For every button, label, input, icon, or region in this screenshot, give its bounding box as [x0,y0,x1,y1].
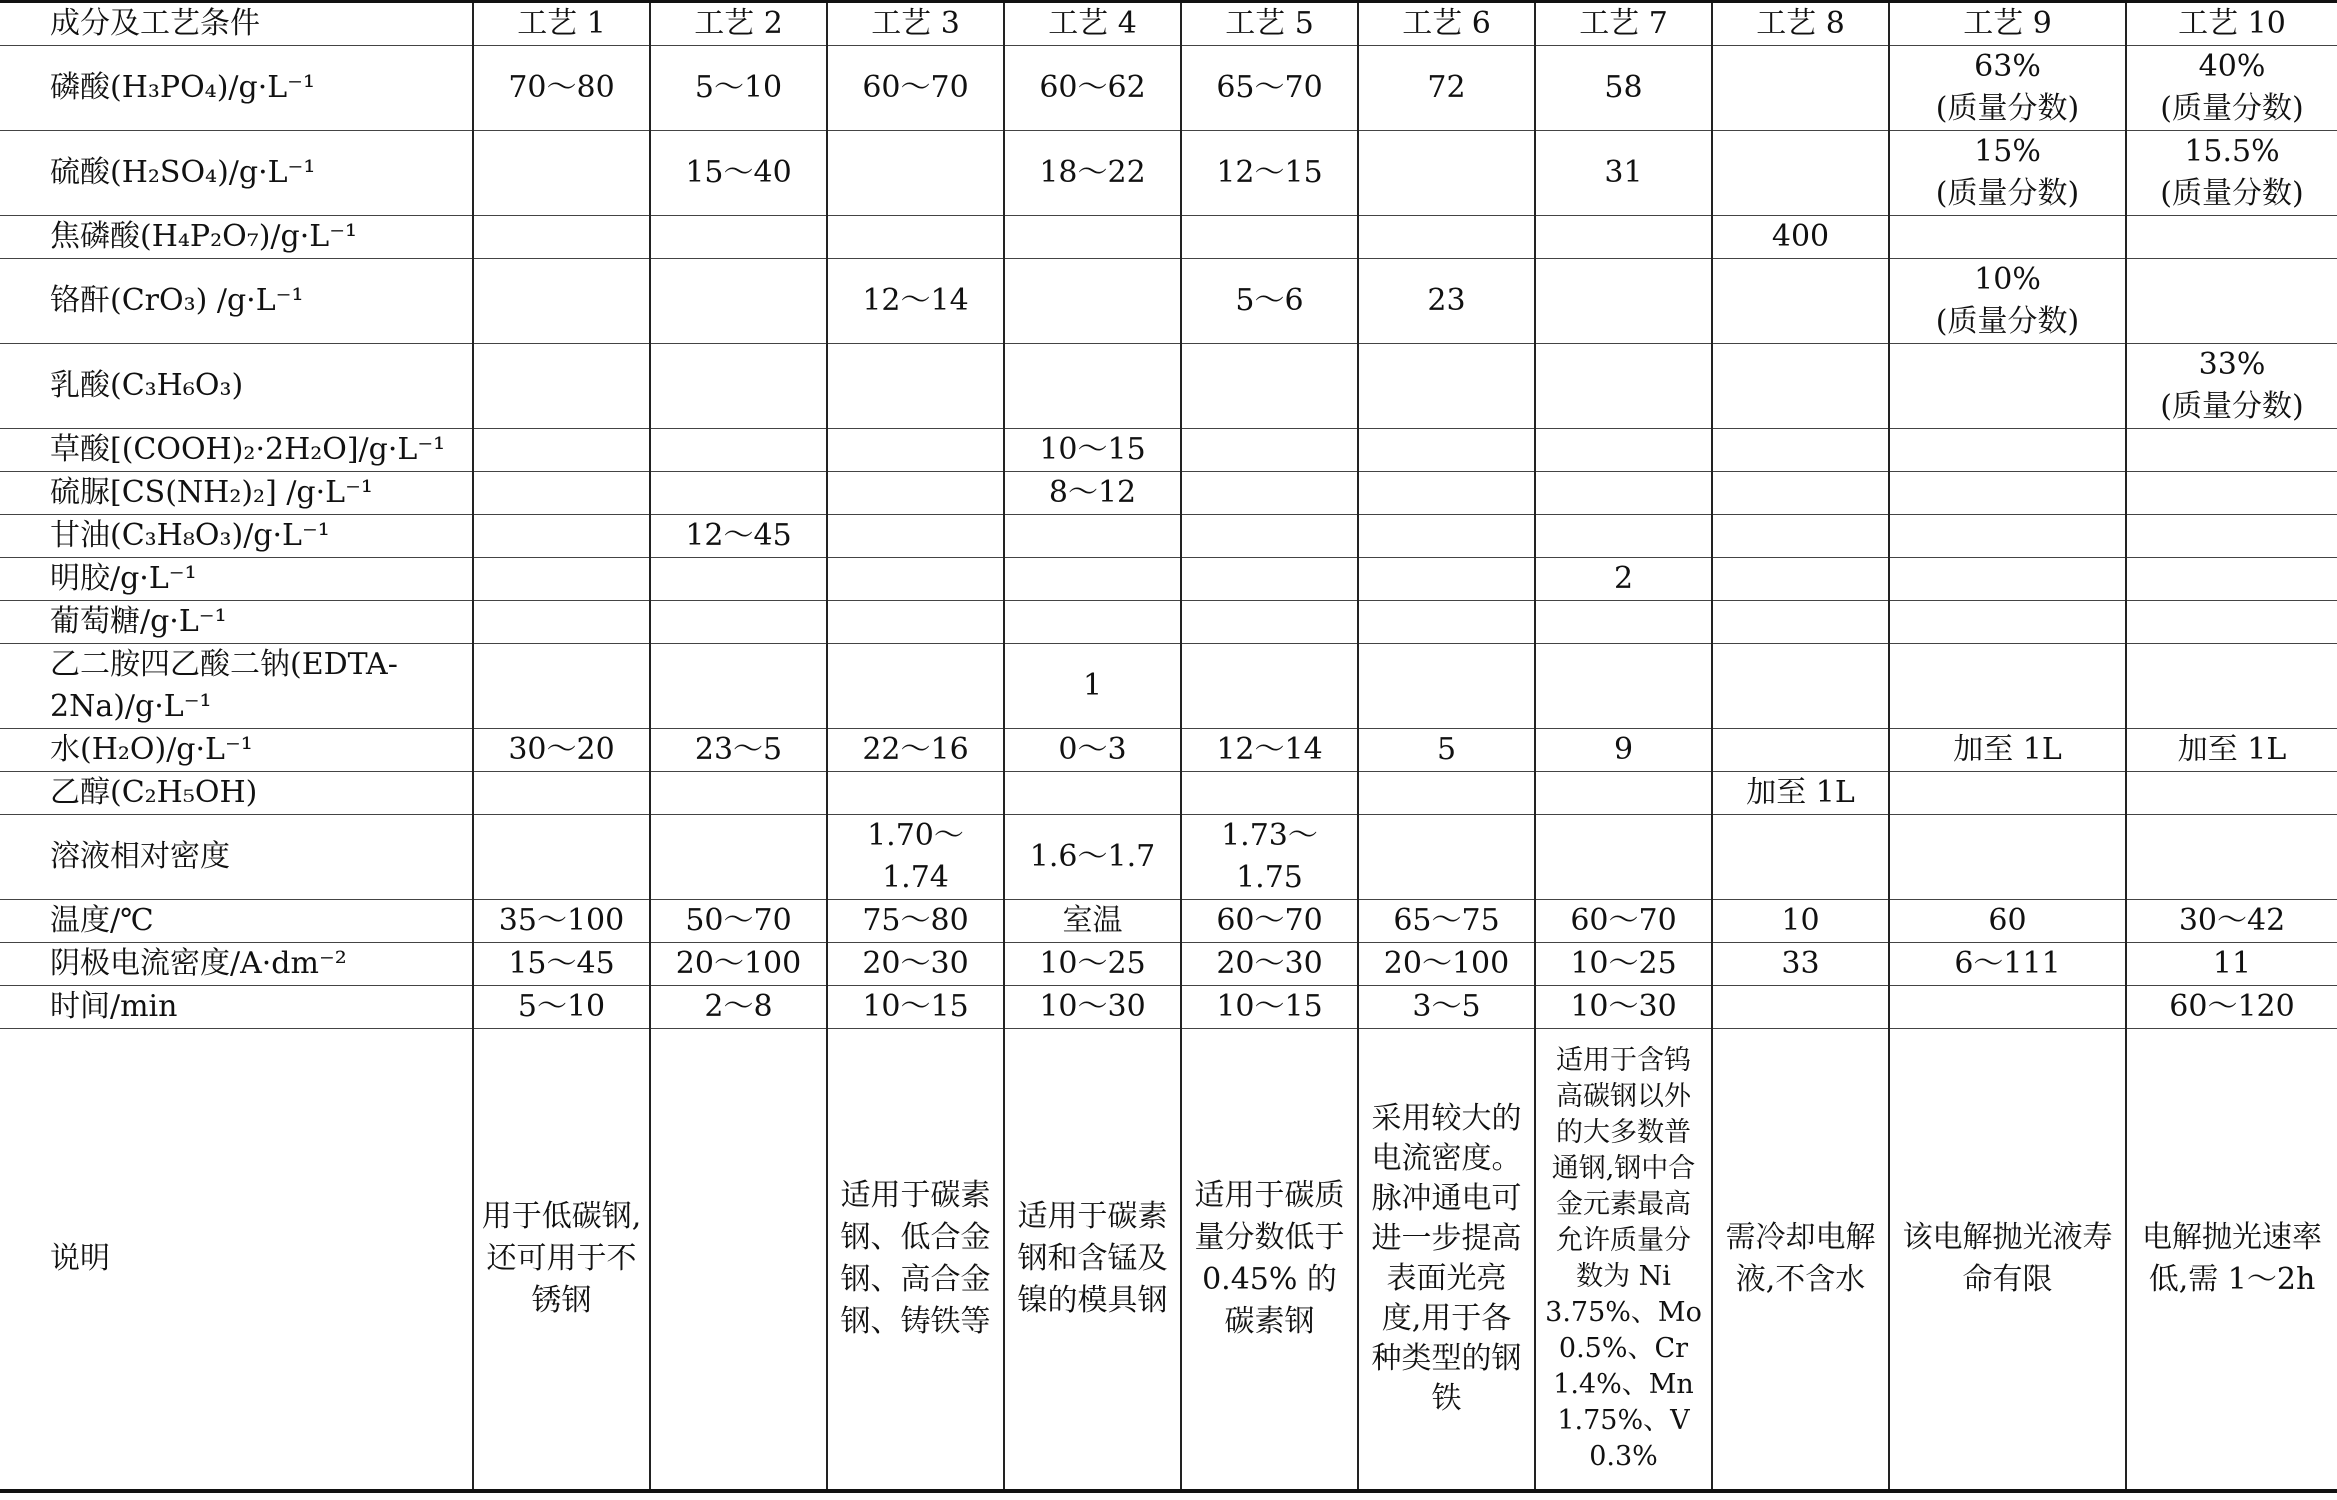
table-cell: 6～111 [1889,943,2126,986]
notes-row [0,1029,2337,1491]
table-cell [473,344,650,429]
table-cell: 12～14 [1181,729,1358,772]
table-cell: 10～25 [1535,943,1712,986]
table-cell [473,601,650,644]
table-cell [650,644,827,729]
table-cell: 0～3 [1004,729,1181,772]
note-cell: 适用于碳素钢和含锰及镍的模具钢 [1004,1029,1181,1491]
table-cell [1181,472,1358,515]
table-cell [650,772,827,815]
table-cell [827,644,1004,729]
table-cell: 33% (质量分数) [2126,344,2337,429]
table-cell [1004,558,1181,601]
table-row [0,515,2337,558]
notes-label: 说明 [0,1029,473,1491]
header-col: 工艺 3 [827,2,1004,46]
table-cell: 60～62 [1004,46,1181,131]
table-cell: 72 [1358,46,1535,131]
table-cell: 15～40 [650,131,827,216]
table-cell [1181,558,1358,601]
table-cell: 60～70 [827,46,1004,131]
table-cell: 10 [1712,900,1889,943]
table-cell [2126,515,2337,558]
table-cell [1358,644,1535,729]
table-cell [1358,601,1535,644]
table-cell [1181,344,1358,429]
table-cell: 1.73～1.75 [1181,815,1358,900]
note-cell: 电解抛光速率低,需 1～2h [2126,1029,2337,1491]
table-cell: 12～45 [650,515,827,558]
table-cell [827,344,1004,429]
table-cell: 23 [1358,259,1535,344]
table-cell [827,558,1004,601]
table-cell [827,131,1004,216]
table-cell [2126,815,2337,900]
table-cell [1358,429,1535,472]
table-cell [827,429,1004,472]
table-cell: 15.5% (质量分数) [2126,131,2337,216]
table-cell [1712,601,1889,644]
table-cell [1535,515,1712,558]
table-cell [1358,131,1535,216]
table-cell: 加至 1L [1889,729,2126,772]
table-cell: 5～6 [1181,259,1358,344]
table-cell [1535,472,1712,515]
table-cell [1358,344,1535,429]
table-cell: 58 [1535,46,1712,131]
table-cell: 5～10 [473,986,650,1029]
note-cell: 适用于碳质量分数低于 0.45% 的碳素钢 [1181,1029,1358,1491]
table-row [0,815,2337,900]
table-cell: 1 [1004,644,1181,729]
table-cell [827,216,1004,259]
table-cell: 15～45 [473,943,650,986]
table-row [0,943,2337,986]
row-label: 乳酸(C₃H₆O₃) [0,344,473,429]
row-label: 阴极电流密度/A·dm⁻² [0,943,473,986]
table-cell [473,515,650,558]
table-cell [1889,216,2126,259]
table-cell [1004,259,1181,344]
table-cell: 18～22 [1004,131,1181,216]
table-cell: 50～70 [650,900,827,943]
row-label: 草酸[(COOH)₂·2H₂O]/g·L⁻¹ [0,429,473,472]
table-cell [2126,259,2337,344]
table-cell [650,429,827,472]
table-cell [473,131,650,216]
table-cell [2126,601,2337,644]
table-cell [1535,772,1712,815]
table-cell [1181,601,1358,644]
table-cell: 75～80 [827,900,1004,943]
table-cell: 12～14 [827,259,1004,344]
row-label: 乙醇(C₂H₅OH) [0,772,473,815]
table-cell [1889,986,2126,1029]
table-cell: 65～70 [1181,46,1358,131]
table-cell [1535,259,1712,344]
table-cell: 20～30 [1181,943,1358,986]
table-cell: 5 [1358,729,1535,772]
table-row [0,772,2337,815]
table-cell: 400 [1712,216,1889,259]
row-label: 甘油(C₃H₈O₃)/g·L⁻¹ [0,515,473,558]
table-cell [2126,558,2337,601]
note-cell [650,1029,827,1491]
table-cell [1358,815,1535,900]
table-cell [1889,815,2126,900]
table-cell [1889,558,2126,601]
table-row [0,472,2337,515]
row-label: 乙二胺四乙酸二钠(EDTA- 2Na)/g·L⁻¹ [0,644,473,729]
table-cell [2126,772,2337,815]
table-cell [1889,644,2126,729]
table-cell [1358,515,1535,558]
table-row [0,216,2337,259]
table-cell: 10～15 [1181,986,1358,1029]
row-label: 溶液相对密度 [0,815,473,900]
table-cell: 60～70 [1181,900,1358,943]
table-cell [1181,429,1358,472]
note-cell: 需冷却电解液,不含水 [1712,1029,1889,1491]
table-cell [1712,472,1889,515]
table-cell [1712,729,1889,772]
table-cell [1181,515,1358,558]
table-row [0,46,2337,131]
table-cell: 室温 [1004,900,1181,943]
row-label: 磷酸(H₃PO₄)/g·L⁻¹ [0,46,473,131]
table-cell: 30～42 [2126,900,2337,943]
table-cell [1004,772,1181,815]
note-cell: 该电解抛光液寿命有限 [1889,1029,2126,1491]
table-cell [473,815,650,900]
table-cell [1358,558,1535,601]
table-cell [473,472,650,515]
table-cell [2126,216,2337,259]
table-cell [1889,344,2126,429]
table-cell: 9 [1535,729,1712,772]
row-label: 明胶/g·L⁻¹ [0,558,473,601]
table-cell: 65～75 [1358,900,1535,943]
table-cell: 1.70～1.74 [827,815,1004,900]
header-row [0,2,2337,46]
table-cell [1004,515,1181,558]
note-cell: 适用于含钨高碳钢以外的大多数普通钢,钢中合金元素最高允许质量分数为 Ni 3.75%、Mo 0.5%、Cr 1.4%、Mn 1.75%、V 0.3% [1535,1029,1712,1491]
table-cell [1889,772,2126,815]
table-row [0,900,2337,943]
table-row [0,131,2337,216]
table-cell: 23～5 [650,729,827,772]
table-cell [1889,429,2126,472]
table-row [0,429,2337,472]
table-cell [650,344,827,429]
table-cell [650,558,827,601]
row-label: 硫酸(H₂SO₄)/g·L⁻¹ [0,131,473,216]
table-cell: 15% (质量分数) [1889,131,2126,216]
table-cell: 10～30 [1004,986,1181,1029]
note-cell: 适用于碳素钢、低合金钢、高合金钢、铸铁等 [827,1029,1004,1491]
table-cell [473,644,650,729]
table-cell [827,601,1004,644]
header-col: 工艺 1 [473,2,650,46]
table-cell [827,515,1004,558]
table-cell: 30～20 [473,729,650,772]
note-cell: 采用较大的电流密度。脉冲通电可进一步提高表面光亮度,用于各种类型的钢铁 [1358,1029,1535,1491]
table-cell [1358,472,1535,515]
table-cell [650,259,827,344]
table-cell [1712,644,1889,729]
header-col: 工艺 6 [1358,2,1535,46]
table-row [0,601,2337,644]
table-cell [473,216,650,259]
table-cell [1358,216,1535,259]
table-cell [1004,216,1181,259]
table-cell: 10～15 [827,986,1004,1029]
table-row [0,344,2337,429]
note-cell: 用于低碳钢,还可用于不锈钢 [473,1029,650,1491]
table-row [0,558,2337,601]
table-cell: 35～100 [473,900,650,943]
table-cell: 20～100 [650,943,827,986]
header-col: 工艺 5 [1181,2,1358,46]
table-cell [1712,815,1889,900]
table-cell [1712,515,1889,558]
table-cell [2126,429,2337,472]
table-cell [1712,986,1889,1029]
table-cell [827,472,1004,515]
table-cell: 2～8 [650,986,827,1029]
table-cell: 加至 1L [2126,729,2337,772]
header-col: 工艺 9 [1889,2,2126,46]
table-cell [1358,772,1535,815]
table-cell: 10～30 [1535,986,1712,1029]
table-cell [1712,344,1889,429]
table-cell: 63% (质量分数) [1889,46,2126,131]
table-cell [650,216,827,259]
table-cell: 10～15 [1004,429,1181,472]
table-cell: 60～120 [2126,986,2337,1029]
row-label: 焦磷酸(H₄P₂O₇)/g·L⁻¹ [0,216,473,259]
table-cell: 加至 1L [1712,772,1889,815]
table-body [0,46,2337,1491]
table-cell: 60～70 [1535,900,1712,943]
table-cell [650,472,827,515]
table-cell: 8～12 [1004,472,1181,515]
table-cell [1004,344,1181,429]
row-label: 铬酐(CrO₃) /g·L⁻¹ [0,259,473,344]
table-cell: 2 [1535,558,1712,601]
table-cell [2126,644,2337,729]
table-cell: 10～25 [1004,943,1181,986]
table-cell [1535,815,1712,900]
table-cell [827,772,1004,815]
table-cell [1181,772,1358,815]
table-cell: 70～80 [473,46,650,131]
table-cell [1712,259,1889,344]
row-label: 葡萄糖/g·L⁻¹ [0,601,473,644]
header-col: 工艺 10 [2126,2,2337,46]
table-cell [473,259,650,344]
table-cell [1535,216,1712,259]
header-col: 工艺 8 [1712,2,1889,46]
header-col: 工艺 2 [650,2,827,46]
table-cell [1889,515,2126,558]
table-cell [473,558,650,601]
table-cell [1712,558,1889,601]
table-cell [1535,644,1712,729]
row-label: 水(H₂O)/g·L⁻¹ [0,729,473,772]
table-cell [650,815,827,900]
table-cell: 33 [1712,943,1889,986]
table-cell: 22～16 [827,729,1004,772]
header-first: 成分及工艺条件 [0,2,473,46]
table-cell [1712,46,1889,131]
table-cell: 5～10 [650,46,827,131]
table-row [0,644,2337,729]
table-cell [1889,601,2126,644]
table-row [0,259,2337,344]
table-cell: 60 [1889,900,2126,943]
row-label: 温度/℃ [0,900,473,943]
table-cell: 40% (质量分数) [2126,46,2337,131]
table-cell [1181,216,1358,259]
table-cell: 31 [1535,131,1712,216]
table-cell [2126,472,2337,515]
table-cell: 12～15 [1181,131,1358,216]
header-col: 工艺 4 [1004,2,1181,46]
table-cell [1889,472,2126,515]
header-col: 工艺 7 [1535,2,1712,46]
table-cell [473,429,650,472]
table-row [0,986,2337,1029]
table-cell: 20～30 [827,943,1004,986]
table-cell: 20～100 [1358,943,1535,986]
table-cell: 11 [2126,943,2337,986]
table-cell [1004,601,1181,644]
table-cell [1712,429,1889,472]
table-cell [1535,601,1712,644]
table-cell [473,772,650,815]
row-label: 硫脲[CS(NH₂)₂] /g·L⁻¹ [0,472,473,515]
table-cell [1535,344,1712,429]
table-cell [1181,644,1358,729]
table-cell: 1.6～1.7 [1004,815,1181,900]
table-cell [1712,131,1889,216]
table-cell [650,601,827,644]
table-row [0,729,2337,772]
table-cell: 3～5 [1358,986,1535,1029]
table-cell [1535,429,1712,472]
table-cell: 10% (质量分数) [1889,259,2126,344]
row-label: 时间/min [0,986,473,1029]
